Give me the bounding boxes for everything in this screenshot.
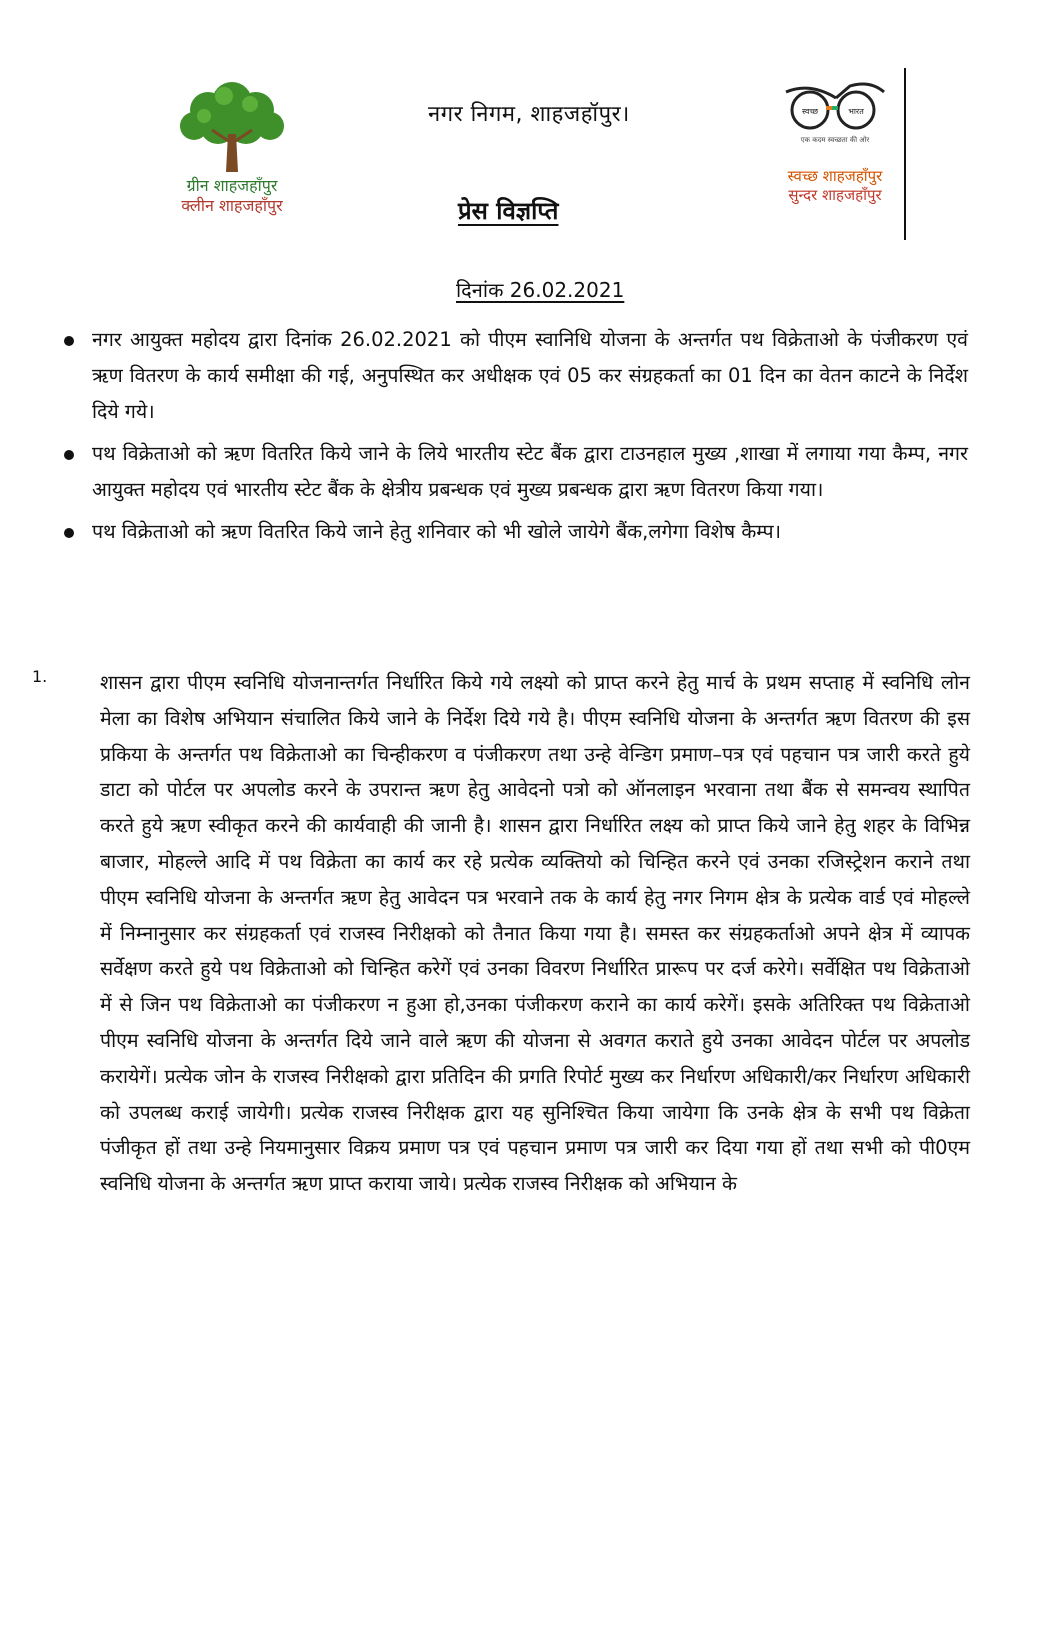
bullet-dot-icon bbox=[64, 336, 74, 346]
office-name: नगर निगम, शाहजहॉपुर। bbox=[428, 102, 630, 127]
press-date: दिनांक 26.02.2021 bbox=[456, 278, 625, 302]
swachh-bharat-logo bbox=[760, 78, 910, 205]
logo-left-line2: क्लीन शाहजहाँपुर bbox=[181, 196, 283, 215]
page-title: प्रेस विज्ञप्ति bbox=[458, 197, 559, 225]
logo-left-lens-text: स्वच्छ bbox=[801, 107, 819, 116]
paragraph-text: शासन द्वारा पीएम स्वनिधि योजनान्तर्गत निर्धारित किये गये लक्ष्यो को प्राप्त करने हेतु मार्च के प्रथम सप्ताह में स्वनिधि लोन मेला का विशेष अभियान संचालित किये जाने के निर्देश दिये गये है। पीएम स्वनिधि योजना के अन्तर्गत ऋण वितरण की इस प्रकिया के अन्तर्गत पथ विक्रेताओ का चिन्हीकरण व पंजीकरण तथा उन्हे वेन्डिग प्रमाण–पत्र एवं पहचान पत्र जारी करते हुये डाटा को पोर्टल पर अपलोड करने के उपरान्त ऋण हेतु आवेदनो पत्रो को ऑनलाइन भरवाना तथा बैंक से समन्वय स्थापित करते हुये ऋण स्वीकृत करने की कार्यवाही की जानी है। शासन द्वारा निर्धारित लक्ष्य को प्राप्त किये जाने हेतु शहर के विभिन्न बाजार, मोहल्ले आदि में पथ विक्रेता का कार्य कर रहे प्रत्येक व्यक्तियो को चिन्हित करने एवं उनका रजिस्ट्रेशन कराने तथा पीएम स्वनिधि योजना के अन्तर्गत ऋण हेतु आवेदन पत्र भरवाने तक के कार्य हेतु नगर निगम क्षेत्र के प्रत्येक वार्ड एवं मोहल्ले में निम्नानुसार कर संग्रहकर्ता एवं राजस्व निरीक्षको को तैनात किया गया है। समस्त कर संग्रहकर्ताओ अपने क्षेत्र में व्यापक सर्वेक्षण करते हुये पथ विक्रेताओ को चिन्हित करेगें एवं उनका विवरण निर्धारित प्रारूप पर दर्ज करेगे। सर्वेक्षित पथ विक्रेताओ में से जिन पथ विक्रेताओ का पंजीकरण न हुआ हो,उनका पंजीकरण कराने का कार्य करेगें। इसके अतिरिक्त पथ विक्रेताओ पीएम स्वनिधि योजना के अन्तर्गत दिये जाने वाले ऋण की योजना से अवगत कराते हुये उनका आवेदन पोर्टल पर अपलोड करायेगें। प्रत्येक जोन के राजस्व निरीक्षको द्वारा प्रतिदिन की प्रगति रिपोर्ट मुख्य कर निर्धारण अधिकारी/कर निर्धारण अधिकारी को उपलब्ध कराई जायेगी। प्रत्येक राजस्व निरीक्षक द्वारा यह सुनिश्चित किया जायेगा कि उनके क्षेत्र के सभी पथ विक्रेता पंजीकृत हों तथा उन्हे नियमानुसार विक्रय प्रमाण पत्र एवं पहचान प्रमाण पत्र जारी कर दिया गया हों तथा सभी को पी0एम स्वनिधि योजना के अन्तर्गत ऋण प्राप्त कराया जाये। प्रत्येक राजस्व निरीक्षक को अभियान के bbox=[100, 671, 971, 1196]
logo-right-line1: स्वच्छ शाहजहाँपुर bbox=[787, 167, 883, 185]
gandhi-spectacles-icon bbox=[780, 78, 890, 134]
bullet-dot-icon bbox=[64, 528, 74, 538]
bullet-dot-icon bbox=[64, 450, 74, 460]
green-shahjahanpur-logo bbox=[162, 76, 302, 216]
bullet-list bbox=[62, 322, 968, 556]
bullet-text: पथ विक्रेताओ को ऋण वितरित किये जाने के लिये भारतीय स्टेट बैंक द्वारा टाउनहाल मुख्य ,शाखा में लगाया गया कैम्प, नगर आयुक्त महोदय एवं भारतीय स्टेट बैंक के क्षेत्रीय प्रबन्धक एवं मुख्य प्रबन्धक द्वारा ऋण वितरण किया गया। bbox=[92, 442, 968, 501]
header-divider bbox=[904, 68, 906, 240]
bullet-item bbox=[62, 514, 968, 550]
tree-icon bbox=[172, 76, 292, 176]
bullet-text: पथ विक्रेताओ को ऋण वितरित किये जाने हेतु शनिवार को भी खोले जायेगे बैंक,लगेगा विशेष कैम्प। bbox=[92, 520, 781, 543]
logo-right-line2: सुन्दर शाहजहाँपुर bbox=[788, 186, 882, 204]
logo-left-line1: ग्रीन शाहजहाँपुर bbox=[186, 176, 278, 195]
bullet-item bbox=[62, 436, 968, 508]
numbered-paragraph bbox=[32, 665, 970, 1202]
logo-right-lens-text: भारत bbox=[848, 107, 864, 116]
bullet-text: नगर आयुक्त महोदय द्वारा दिनांक 26.02.2021 को पीएम स्वानिधि योजना के अन्तर्गत पथ विक्रेताओ के पंजीकरण एवं ऋण वितरण के कार्य समीक्षा की गई, अनुपस्थित कर अधीक्षक एवं 05 कर संग्रहकर्ता का 01 दिन का वेतन काटने के निर्देश दिये गये। bbox=[92, 328, 968, 423]
logo-tagline: एक कदम स्वच्छता की ओर bbox=[800, 136, 870, 144]
paragraph-number: 1. bbox=[32, 667, 48, 686]
bullet-item bbox=[62, 322, 968, 430]
